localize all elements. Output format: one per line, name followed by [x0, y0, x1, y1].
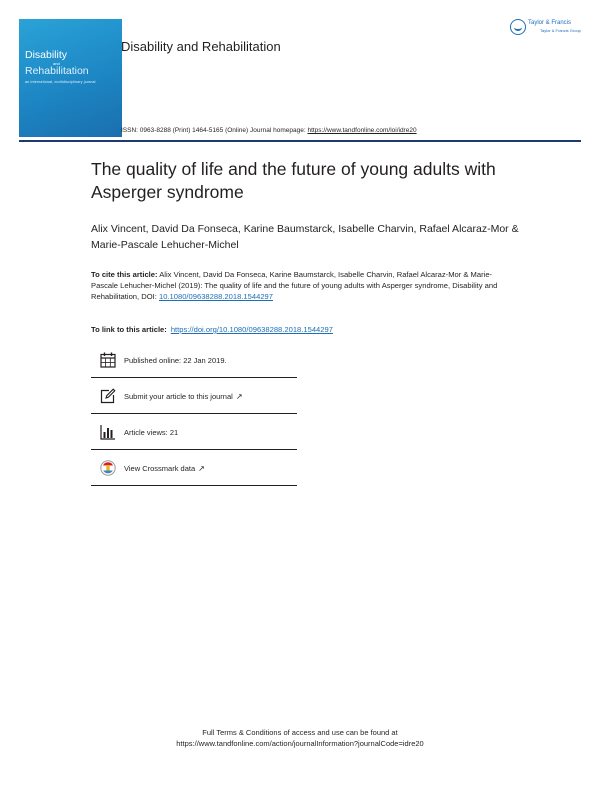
- publisher-logo-icon: [510, 19, 526, 35]
- article-doi-link[interactable]: https://doi.org/10.1080/09638288.2018.1544297: [170, 325, 333, 334]
- bar-chart-icon: [100, 424, 116, 440]
- footer: [0, 727, 600, 749]
- article-title: The quality of life and the future of young adults with Asperger syndrome: [91, 159, 496, 202]
- publisher-logo-subtext: Taylor & Francis Group: [540, 28, 581, 33]
- article-authors: Alix Vincent, David Da Fonseca, Karine Baumstarck, Isabelle Charvin, Rafael Alcaraz-Mor & Marie-Pascale Lehucher-Michel: [91, 223, 519, 251]
- calendar-icon: [100, 352, 116, 368]
- publisher-logo: [510, 19, 585, 35]
- publisher-logo-text: Taylor & Francis: [528, 20, 572, 26]
- footer-terms-text: Full Terms & Conditions of access and use can be found at: [202, 728, 398, 737]
- citation-block: [91, 269, 511, 302]
- link-label: To link to this article:: [91, 325, 167, 334]
- issn-line: [121, 127, 417, 134]
- issn-text: ISSN: 0963-8288 (Print) 1464-5165 (Online) Journal homepage:: [121, 127, 308, 134]
- header-divider: [19, 140, 581, 142]
- crossmark-icon: [100, 460, 116, 476]
- external-link-icon: ↗: [198, 464, 205, 473]
- crossmark-text[interactable]: View Crossmark data: [124, 464, 196, 473]
- external-link-icon: ↗: [235, 392, 243, 401]
- cite-doi-link[interactable]: 10.1080/09638288.2018.1544297: [158, 292, 273, 301]
- cover-title-and: and: [53, 61, 60, 66]
- article-views-row: [91, 414, 297, 450]
- cite-text: Alix Vincent, David Da Fonseca, Karine Baumstarck, Isabelle Charvin, Rafael Alcaraz-Mor & Marie-Pascale Lehucher-Michel (2019): The quality of life and the future of young adults with Asperger syndrome, Disability and Rehabilitation, DOI:: [91, 270, 498, 301]
- crossmark-row[interactable]: [91, 450, 297, 486]
- submit-article-row[interactable]: [91, 378, 297, 414]
- article-views-label: Article views: 21: [124, 428, 179, 437]
- article-link-line: [91, 325, 333, 334]
- cover-subtitle: an international, multidisciplinary journal: [25, 80, 96, 84]
- journal-name: Disability and Rehabilitation: [121, 39, 281, 54]
- edit-icon: [100, 388, 116, 404]
- journal-cover: [19, 19, 122, 137]
- submit-article-label[interactable]: [124, 392, 243, 401]
- cover-title-line2: Rehabilitation: [25, 65, 89, 77]
- cite-label: To cite this article:: [91, 270, 158, 279]
- info-panel: [91, 342, 297, 486]
- journal-homepage-link[interactable]: https://www.tandfonline.com/loi/idre20: [307, 127, 417, 134]
- published-online-label: Published online: 22 Jan 2019.: [124, 356, 227, 365]
- submit-article-text[interactable]: Submit your article to this journal: [124, 392, 233, 401]
- published-online-row: [91, 342, 297, 378]
- cover-title-line1: Disability: [25, 49, 68, 61]
- crossmark-label[interactable]: [124, 464, 205, 473]
- footer-terms-link[interactable]: https://www.tandfonline.com/action/journalInformation?journalCode=idre20: [176, 739, 424, 748]
